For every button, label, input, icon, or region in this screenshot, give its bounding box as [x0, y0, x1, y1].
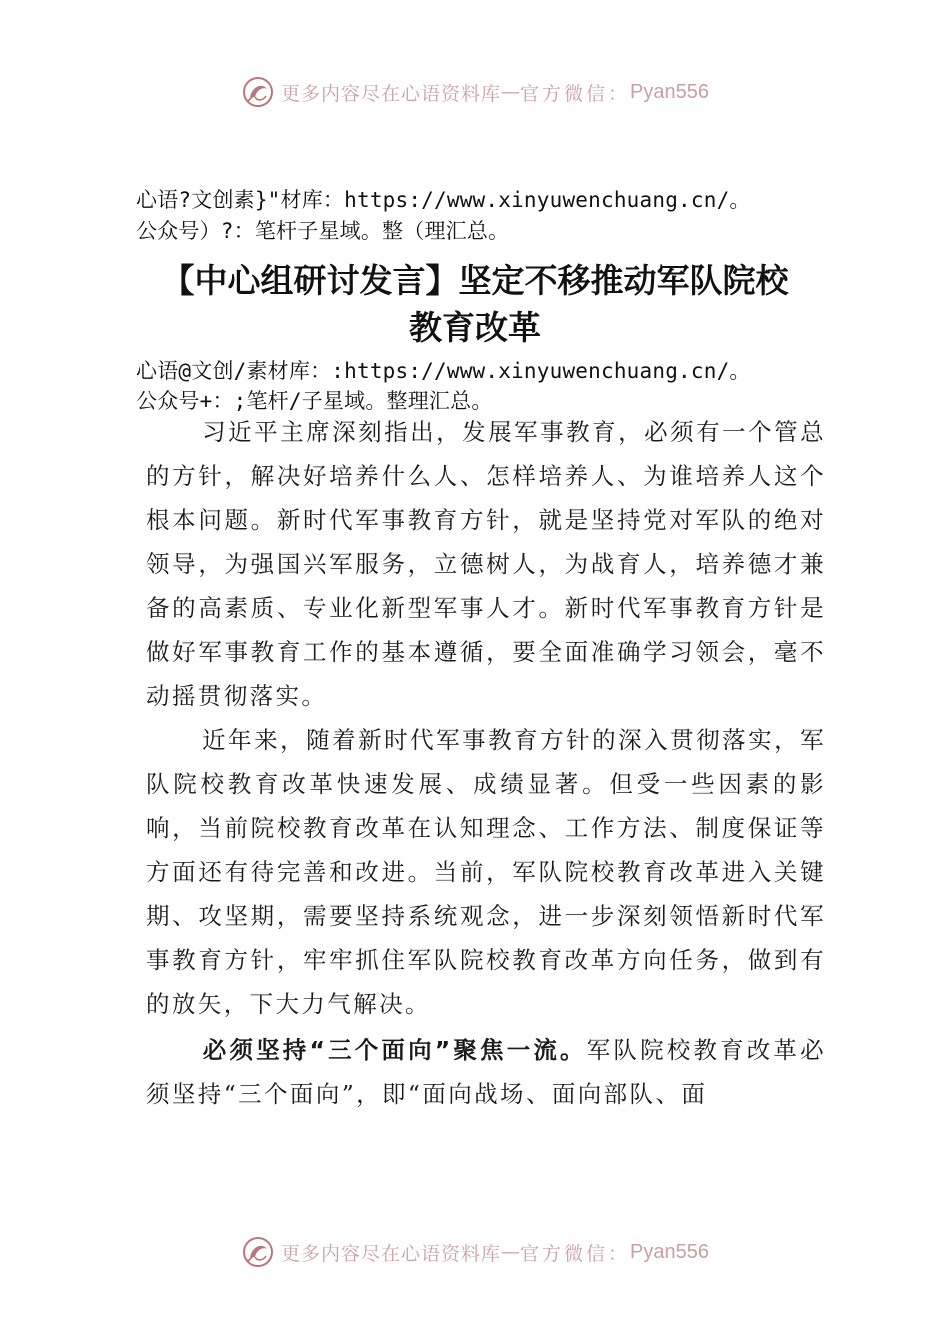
source-line-bottom-2: 公众号+：;笔杆/子星域。整理汇总。 [136, 389, 493, 413]
source-line-bottom-1: 心语@文创/素材库：:https://www.xinyuwenchuang.cn/。 [136, 359, 751, 383]
watermark-separator: — [501, 1241, 521, 1263]
source-line-top-1: 心语?文创素}"材库：https://www.xinyuwenchuang.cn/。 [136, 188, 751, 212]
page-title-line-1: 【中心组研讨发言】坚定不移推动军队院校 [161, 261, 789, 300]
rose-logo-icon [241, 1235, 275, 1269]
watermark-label: 官方微信： [520, 1242, 631, 1265]
page-title-line-2: 教育改革 [409, 308, 541, 347]
watermark-banner-bottom [0, 1230, 950, 1274]
paragraph-2 [146, 718, 826, 1026]
paragraph-3-text: 军队院校教育改革必须坚持“三个面向”，即“面向战场、面向部队、面 [146, 1036, 827, 1108]
watermark-id: Pyan556 [630, 80, 709, 103]
rose-logo-icon [241, 75, 275, 109]
watermark-id: Pyan556 [630, 1240, 709, 1263]
watermark-banner-top [0, 70, 950, 114]
paragraph-1-text: 习近平主席深刻指出，发展军事教育，必须有一个管总的方针，解决好培养什么人、怎样培养人、为谁培养人这个根本问题。新时代军事教育方针，就是坚持党对军队的绝对领导，为强国兴军服务，立德树人，为战育人，培养德才兼备的高素质、专业化新型军事人才。新时代军事教育方针是做好军事教育工作的基本遵循，要全面准确学习领会，毫不动摇贯彻落实。 [146, 418, 826, 710]
watermark-text: 更多内容尽在心语资料库 [281, 82, 502, 105]
paragraph-3-lead: 必须坚持“三个面向”聚焦一流。 [202, 1036, 587, 1064]
watermark-separator: — [501, 81, 521, 103]
paragraph-3 [146, 1028, 826, 1116]
watermark-text: 更多内容尽在心语资料库 [281, 1242, 502, 1265]
paragraph-2-text: 近年来，随着新时代军事教育方针的深入贯彻落实，军队院校教育改革快速发展、成绩显著。但受一些因素的影响，当前院校教育改革在认知理念、工作方法、制度保证等方面还有待完善和改进。当前，军队院校教育改革进入关键期、攻坚期，需要坚持系统观念，进一步深刻领悟新时代军事教育方针，牢牢抓住军队院校教育改革方向任务，做到有的放矢，下大力气解决。 [146, 726, 826, 1018]
paragraph-1 [146, 410, 826, 718]
source-line-top-2: 公众号）?：笔杆子星域。整（理汇总。 [136, 219, 510, 243]
watermark-label: 官方微信： [520, 82, 631, 105]
